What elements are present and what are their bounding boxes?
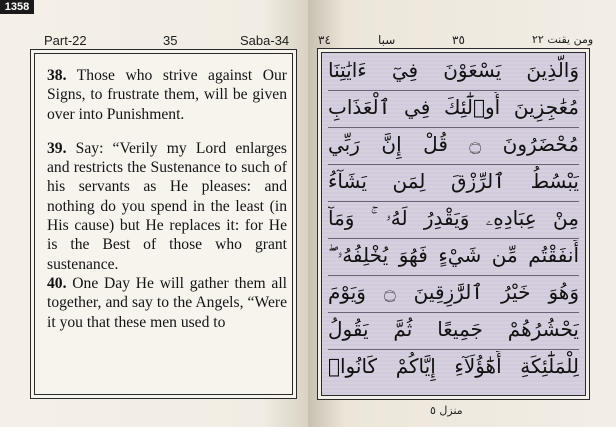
arabic-juz-label: ومن يقنت ٢٢ [532, 33, 594, 46]
part-label: Part-22 [44, 33, 87, 48]
arabic-line: يَحْشُرُهُمْ جَمِيعًا ثُمَّ يَقُولُ [328, 317, 579, 341]
translation-text [47, 66, 287, 332]
arabic-line: مُحْضَرُونَ ۝ قُلْ إِنَّ رَبِّي [328, 132, 579, 156]
arabic-line: أَنفَقْتُم مِّن شَيْءٍ فَهُوَ يُخْلِفُهُۥ ۖ [328, 243, 579, 267]
arabic-surah-number: ٣٤ [318, 33, 331, 47]
page-number-tag: 1358 [0, 0, 34, 14]
manzil-footer: منزل ٥ [430, 404, 463, 417]
arabic-line: يَبْسُطُ ٱلرِّزْقَ لِمَن يَشَآءُ [328, 169, 579, 193]
verse-38 [47, 66, 287, 124]
verse-text: Say: “Verily my Lord enlarges and restricts the Sustenance to such of his servants as He pleases: and nothing do you spend in the least (in His cause) but He replaces it: for He is the Best of those who grant sustenance. [47, 139, 287, 273]
arabic-line: مِنْ عِبَادِهِۦ وَيَقْدِرُ لَهُۥ ۚ وَمَآ [328, 206, 579, 230]
verse-text: Those who strive against Our Signs, to frustrate them, will be given over into Punishment. [47, 67, 288, 123]
verse-text: One Day He will gather them all together, and say to the Angels, “Were it you that these men used to [47, 274, 287, 331]
arabic-line: مُعَٰجِزِينَ أُو۟لَٰٓئِكَ فِي ٱلْعَذَابِ [328, 95, 579, 119]
surah-label: Saba-34 [240, 33, 290, 48]
arabic-line: وَهُوَ خَيْرُ ٱلرَّٰزِقِينَ ۝ وَيَوْمَ [328, 280, 579, 304]
verse-number: 38. [47, 67, 67, 84]
page-number: 35 [163, 33, 178, 48]
arabic-surah-name: سبا [378, 33, 396, 47]
arabic-text-box [317, 48, 590, 400]
arabic-line: لِلْمَلَٰٓئِكَةِ أَهَٰٓؤُلَآءِ إِيَّاكُمْ كَانُوا۟ [328, 354, 579, 378]
verse-number: 39. [47, 139, 67, 157]
translation-box [30, 49, 297, 399]
arabic-text-panel [321, 52, 586, 396]
arabic-page-number: ٣٥ [452, 33, 465, 47]
verse-number: 40. [47, 274, 67, 292]
arabic-line: وَالَّذِينَ يَسْعَوْنَ فِيٓ ءَايَٰتِنَا [328, 58, 579, 82]
verse-40 [47, 274, 287, 332]
verse-39 [47, 139, 287, 274]
